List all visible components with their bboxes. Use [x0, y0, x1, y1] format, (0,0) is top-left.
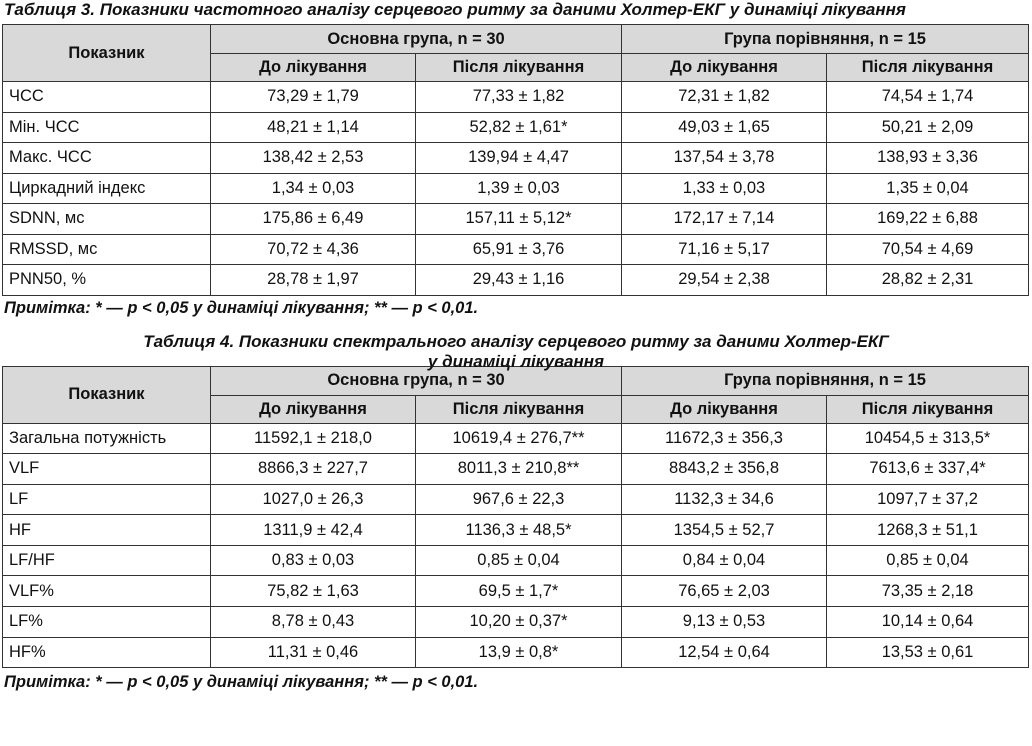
row-label: VLF: [3, 454, 211, 485]
cell-value: 172,17 ± 7,14: [622, 204, 827, 235]
cell-value: 28,78 ± 1,97: [211, 265, 416, 296]
row-label: LF/HF: [3, 545, 211, 576]
cell-value: 65,91 ± 3,76: [416, 234, 622, 265]
cell-value: 49,03 ± 1,65: [622, 112, 827, 143]
cell-value: 9,13 ± 0,53: [622, 607, 827, 638]
cell-value: 11672,3 ± 356,3: [622, 423, 827, 454]
row-label: SDNN, мс: [3, 204, 211, 235]
table-row: [3, 143, 1029, 174]
cell-value: 77,33 ± 1,82: [416, 82, 622, 113]
cell-value: 0,85 ± 0,04: [827, 545, 1029, 576]
table4-body: [3, 423, 1029, 668]
table3-caption: Таблиця 3. Показники частотного аналізу серцевого ритму за даними Холтер-ЕКГ у динаміці лікування: [4, 0, 906, 19]
header-group-main: Основна група, n = 30: [211, 25, 622, 54]
table-row: [3, 82, 1029, 113]
cell-value: 157,11 ± 5,12*: [416, 204, 622, 235]
header-after: Після лікування: [416, 395, 622, 423]
header-after: Після лікування: [827, 54, 1029, 82]
cell-value: 169,22 ± 6,88: [827, 204, 1029, 235]
cell-value: 139,94 ± 4,47: [416, 143, 622, 174]
table-row: [3, 173, 1029, 204]
row-label: RMSSD, мс: [3, 234, 211, 265]
header-indicator: Показник: [3, 366, 211, 423]
cell-value: 1268,3 ± 51,1: [827, 515, 1029, 546]
cell-value: 10,14 ± 0,64: [827, 607, 1029, 638]
header-group-main: Основна група, n = 30: [211, 366, 622, 395]
cell-value: 73,35 ± 2,18: [827, 576, 1029, 607]
header-group-comparison: Група порівняння, n = 15: [622, 25, 1029, 54]
header-before: До лікування: [211, 395, 416, 423]
table3-body: [3, 82, 1029, 296]
header-group-comparison: Група порівняння, n = 15: [622, 366, 1029, 395]
cell-value: 1027,0 ± 26,3: [211, 484, 416, 515]
row-label: HF: [3, 515, 211, 546]
cell-value: 137,54 ± 3,78: [622, 143, 827, 174]
cell-value: 28,82 ± 2,31: [827, 265, 1029, 296]
cell-value: 1,33 ± 0,03: [622, 173, 827, 204]
cell-value: 0,83 ± 0,03: [211, 545, 416, 576]
cell-value: 0,84 ± 0,04: [622, 545, 827, 576]
table-row: [3, 545, 1029, 576]
cell-value: 1132,3 ± 34,6: [622, 484, 827, 515]
cell-value: 8011,3 ± 210,8**: [416, 454, 622, 485]
cell-value: 1,39 ± 0,03: [416, 173, 622, 204]
table4-note: Примітка: * — p < 0,05 у динаміці лікування; ** — p < 0,01.: [4, 673, 479, 692]
row-label: Мін. ЧСС: [3, 112, 211, 143]
cell-value: 175,86 ± 6,49: [211, 204, 416, 235]
cell-value: 8866,3 ± 227,7: [211, 454, 416, 485]
table-row: [3, 607, 1029, 638]
table-row: [3, 112, 1029, 143]
row-label: Циркадний індекс: [3, 173, 211, 204]
cell-value: 10454,5 ± 313,5*: [827, 423, 1029, 454]
cell-value: 71,16 ± 5,17: [622, 234, 827, 265]
table-row: [3, 423, 1029, 454]
cell-value: 29,43 ± 1,16: [416, 265, 622, 296]
row-label: ЧСС: [3, 82, 211, 113]
cell-value: 967,6 ± 22,3: [416, 484, 622, 515]
cell-value: 11,31 ± 0,46: [211, 637, 416, 668]
table-row: [3, 515, 1029, 546]
table-row: [3, 265, 1029, 296]
cell-value: 1,35 ± 0,04: [827, 173, 1029, 204]
cell-value: 70,54 ± 4,69: [827, 234, 1029, 265]
table4-caption-line2: у динаміці лікування: [427, 351, 605, 371]
cell-value: 70,72 ± 4,36: [211, 234, 416, 265]
cell-value: 10619,4 ± 276,7**: [416, 423, 622, 454]
cell-value: 72,31 ± 1,82: [622, 82, 827, 113]
table3-note: Примітка: * — p < 0,05 у динаміці лікування; ** — p < 0,01.: [4, 298, 479, 317]
cell-value: 138,42 ± 2,53: [211, 143, 416, 174]
cell-value: 76,65 ± 2,03: [622, 576, 827, 607]
table4: [2, 366, 1029, 669]
cell-value: 138,93 ± 3,36: [827, 143, 1029, 174]
table4-caption-line1: Таблиця 4. Показники спектрального аналізу серцевого ритму за даними Холтер-ЕКГ: [143, 331, 889, 351]
header-indicator: Показник: [3, 25, 211, 82]
cell-value: 11592,1 ± 218,0: [211, 423, 416, 454]
table4-caption: [0, 322, 1032, 371]
cell-value: 1,34 ± 0,03: [211, 173, 416, 204]
cell-value: 75,82 ± 1,63: [211, 576, 416, 607]
table-row: [3, 204, 1029, 235]
cell-value: 10,20 ± 0,37*: [416, 607, 622, 638]
table-row: [3, 576, 1029, 607]
row-label: Загальна потужність: [3, 423, 211, 454]
cell-value: 29,54 ± 2,38: [622, 265, 827, 296]
cell-value: 7613,6 ± 337,4*: [827, 454, 1029, 485]
header-before: До лікування: [622, 395, 827, 423]
cell-value: 74,54 ± 1,74: [827, 82, 1029, 113]
row-label: LF%: [3, 607, 211, 638]
header-before: До лікування: [622, 54, 827, 82]
cell-value: 1354,5 ± 52,7: [622, 515, 827, 546]
cell-value: 52,82 ± 1,61*: [416, 112, 622, 143]
cell-value: 0,85 ± 0,04: [416, 545, 622, 576]
table-row: [3, 637, 1029, 668]
row-label: VLF%: [3, 576, 211, 607]
table3: [2, 24, 1029, 296]
cell-value: 12,54 ± 0,64: [622, 637, 827, 668]
row-label: Макс. ЧСС: [3, 143, 211, 174]
cell-value: 73,29 ± 1,79: [211, 82, 416, 113]
cell-value: 50,21 ± 2,09: [827, 112, 1029, 143]
row-label: HF%: [3, 637, 211, 668]
cell-value: 8,78 ± 0,43: [211, 607, 416, 638]
table-row: [3, 454, 1029, 485]
cell-value: 1136,3 ± 48,5*: [416, 515, 622, 546]
header-after: Після лікування: [416, 54, 622, 82]
cell-value: 1311,9 ± 42,4: [211, 515, 416, 546]
row-label: LF: [3, 484, 211, 515]
cell-value: 69,5 ± 1,7*: [416, 576, 622, 607]
header-after: Після лікування: [827, 395, 1029, 423]
cell-value: 13,53 ± 0,61: [827, 637, 1029, 668]
cell-value: 48,21 ± 1,14: [211, 112, 416, 143]
table-row: [3, 484, 1029, 515]
row-label: PNN50, %: [3, 265, 211, 296]
cell-value: 8843,2 ± 356,8: [622, 454, 827, 485]
table-row: [3, 234, 1029, 265]
cell-value: 1097,7 ± 37,2: [827, 484, 1029, 515]
cell-value: 13,9 ± 0,8*: [416, 637, 622, 668]
header-before: До лікування: [211, 54, 416, 82]
